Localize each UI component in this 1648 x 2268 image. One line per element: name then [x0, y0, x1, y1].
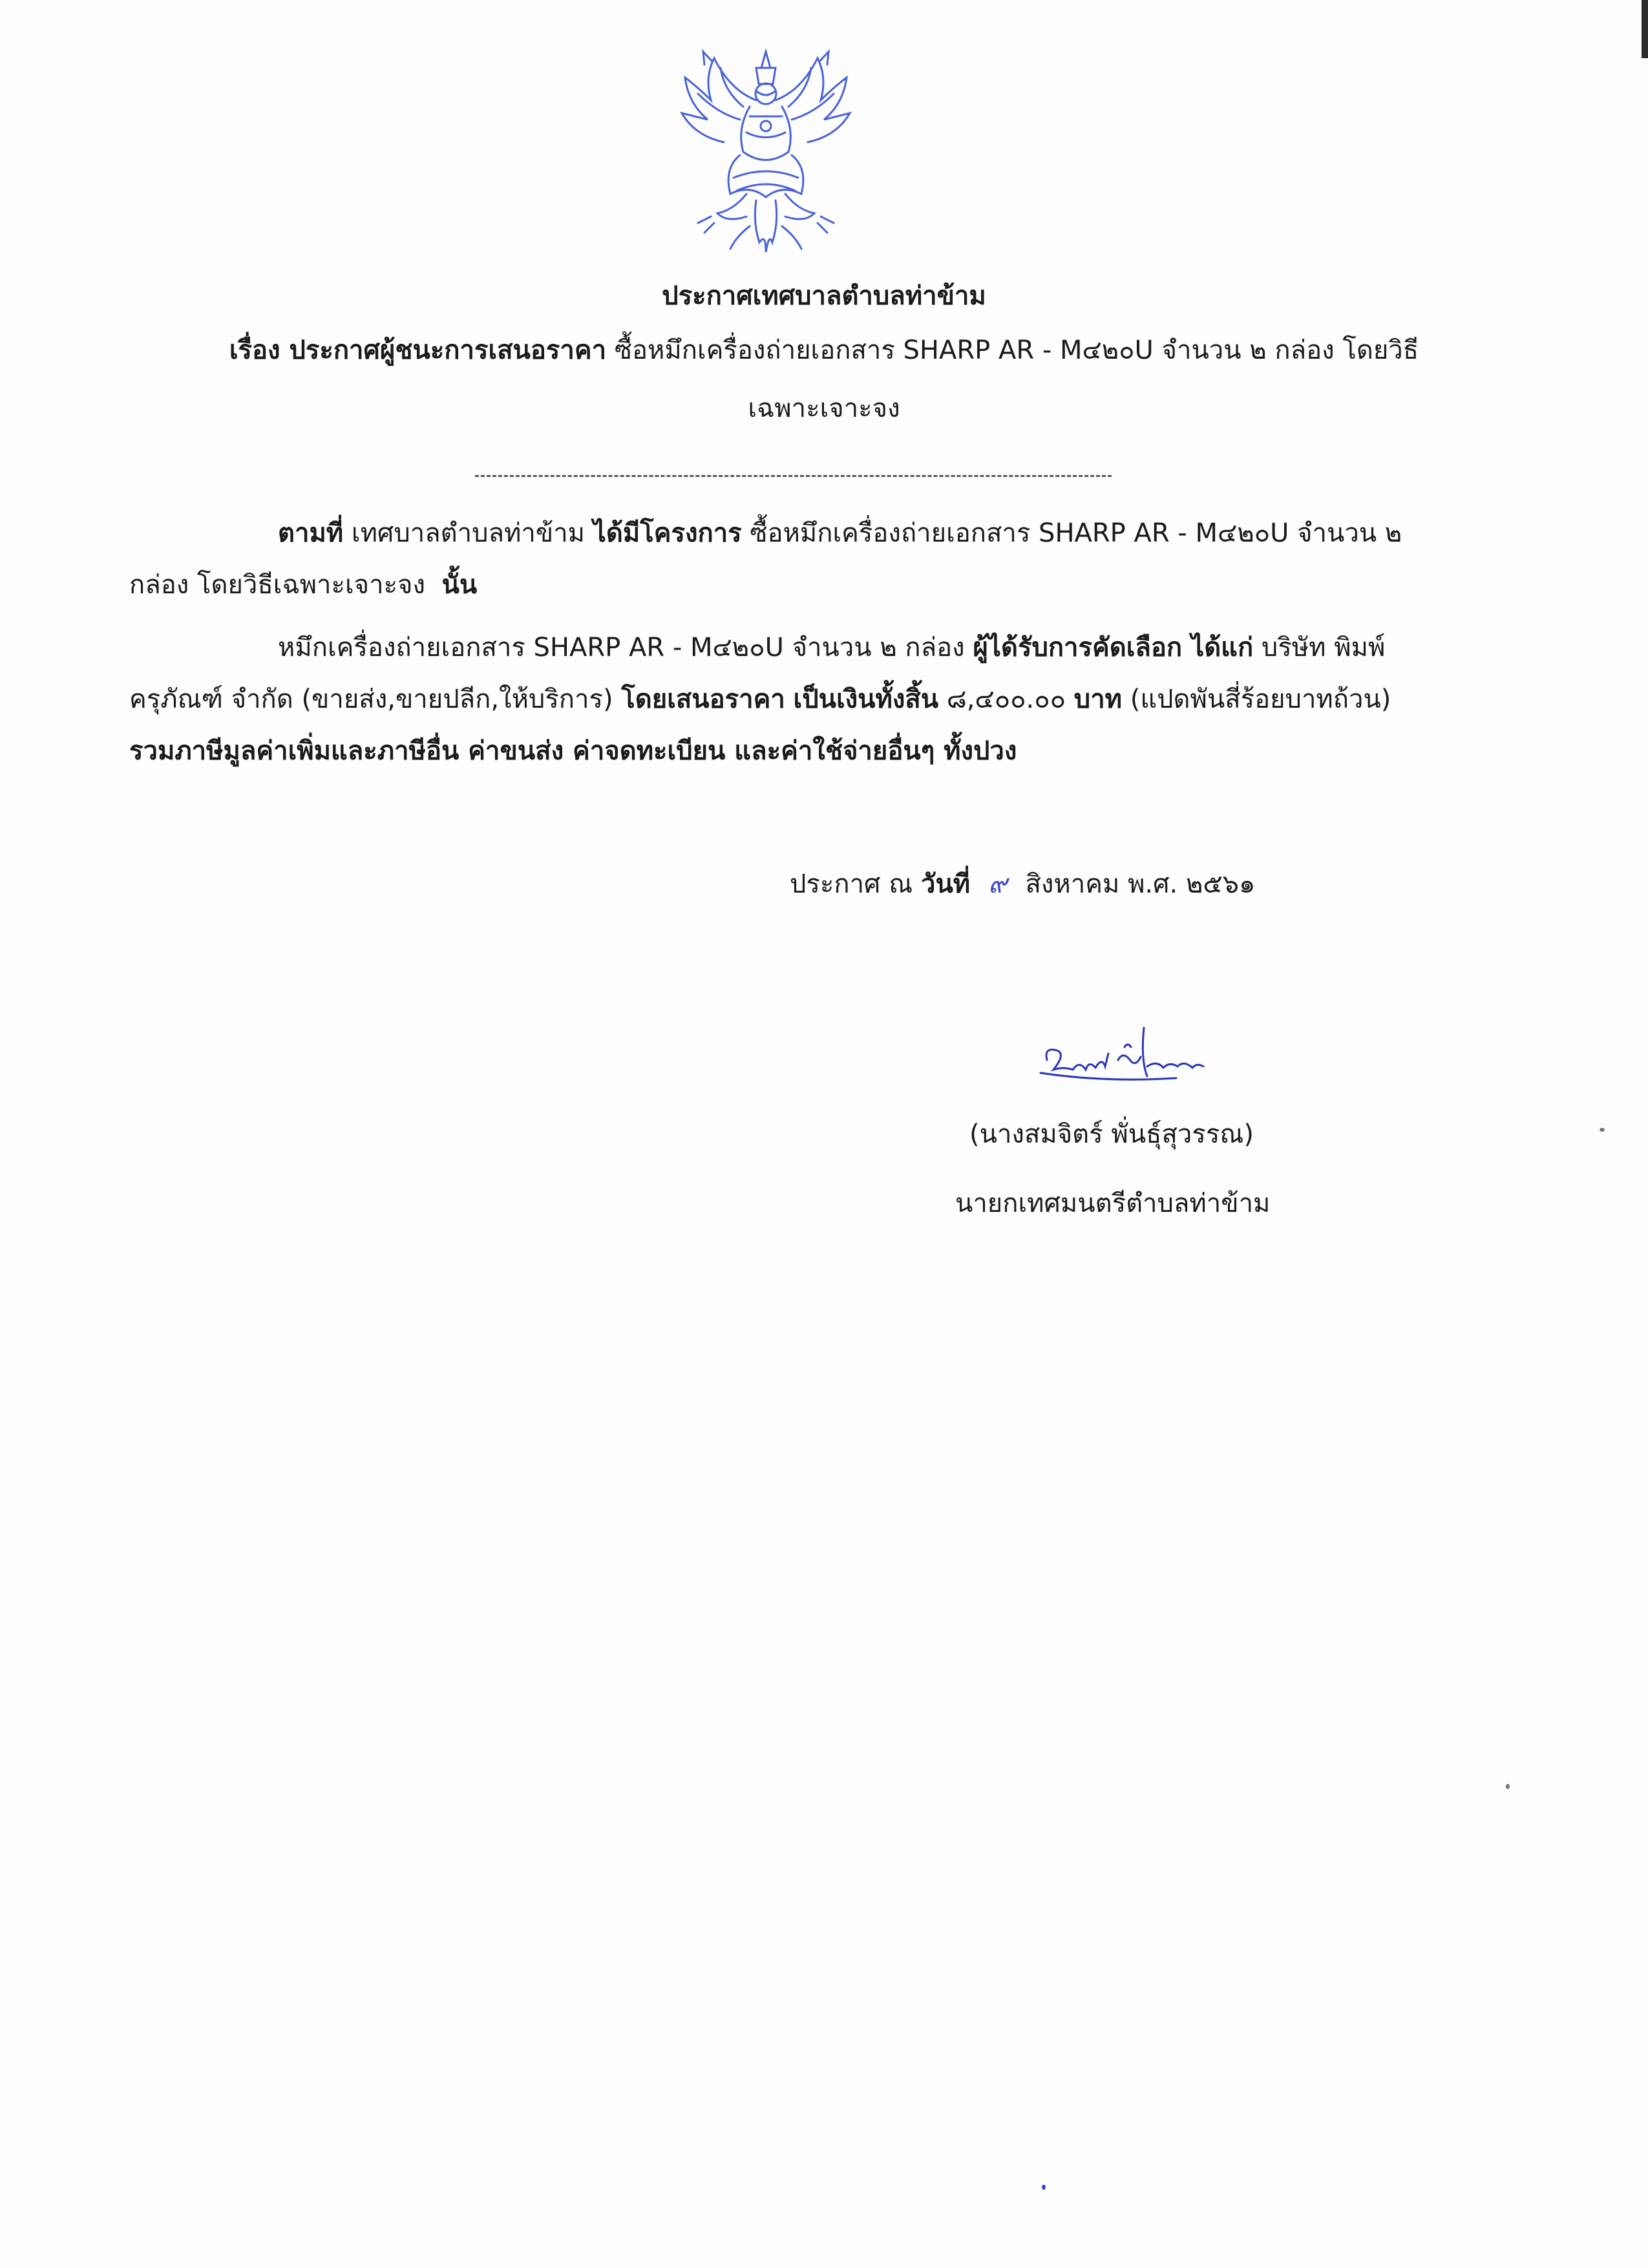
subject-text: ซื้อหมึกเครื่องถ่ายเอกสาร SHARP AR - M๔๒๐U จำนวน ๒ กล่อง โดยวิธี	[614, 335, 1419, 365]
announcement-date	[790, 865, 1255, 904]
paragraph1-lead: ตามที่	[278, 518, 344, 548]
paragraph2-currency: บาท	[1073, 684, 1123, 714]
signatory-position: นายกเทศมนตรีตำบลท่าข้าม	[955, 1189, 1271, 1218]
subject-label: เรื่อง ประกาศผู้ชนะการเสนอราคา	[229, 335, 607, 365]
paragraph2-amount-words: (แปดพันสี่ร้อยบาทถ้วน)	[1130, 684, 1391, 714]
paragraph2-offer-label: โดยเสนอราคา	[621, 684, 785, 714]
paragraph1-line2	[129, 566, 1454, 604]
date-month-year: สิงหาคม พ.ศ. ๒๕๖๑	[1025, 869, 1256, 899]
scan-speck	[1506, 1784, 1510, 1789]
date-day-handwritten: ๙	[988, 869, 1008, 899]
paragraph2-winner-label: ผู้ได้รับการคัดเลือก ได้แก่	[973, 633, 1254, 662]
paragraph2-item: หมึกเครื่องถ่ายเอกสาร SHARP AR - M๔๒๐U จำนวน ๒ กล่อง	[278, 633, 965, 662]
separator-rule	[475, 475, 1112, 477]
paragraph2-total-label: เป็นเงินทั้งสิ้น	[793, 684, 939, 714]
paragraph2-line2	[129, 680, 1454, 719]
announcement-title: ประกาศเทศบาลตำบลท่าข้าม	[662, 281, 986, 311]
signatory-name: (นางสมจิตร์ พั่นธุ์สุวรรณ)	[969, 1119, 1254, 1149]
paragraph1-line2-text: กล่อง โดยวิธีเฉพาะเจาะจง	[129, 570, 426, 600]
paragraph1-project-label: ได้มีโครงการ	[593, 518, 742, 548]
date-prefix: ประกาศ ณ	[790, 869, 913, 899]
paragraph1-project-text: ซื้อหมึกเครื่องถ่ายเอกสาร SHARP AR - M๔๒๐U จำนวน ๒	[750, 518, 1402, 548]
paragraph2-line3: รวมภาษีมูลค่าเพิ่มและภาษีอื่น ค่าขนส่ง ค่าจดทะเบียน และค่าใช้จ่ายอื่นๆ ทั้งปวง	[129, 736, 1017, 766]
paragraph1-line1	[278, 514, 1603, 553]
paragraph2-winner-part1: บริษัท พิมพ์	[1261, 633, 1386, 662]
paragraph2-winner-part2: ครุภัณฑ์ จำกัด (ขายส่ง,ขายปลีก,ให้บริการ)	[129, 684, 613, 714]
date-day-label: วันที่	[920, 869, 971, 899]
paragraph2-amount: ๘,๔๐๐.๐๐	[946, 684, 1066, 714]
subject-line	[155, 331, 1493, 370]
scan-speck	[1042, 2185, 1046, 2190]
handwritten-signature	[1028, 1021, 1234, 1105]
garuda-emblem-icon	[659, 39, 872, 259]
scan-edge-shadow	[1642, 0, 1648, 58]
paragraph1-org: เทศบาลตำบลท่าข้าม	[351, 518, 586, 548]
paragraph1-line2-end: นั้น	[441, 570, 478, 600]
paragraph2-line1	[278, 628, 1603, 667]
subject-continuation: เฉพาะเจาะจง	[748, 394, 900, 423]
scan-speck	[1600, 1128, 1605, 1132]
